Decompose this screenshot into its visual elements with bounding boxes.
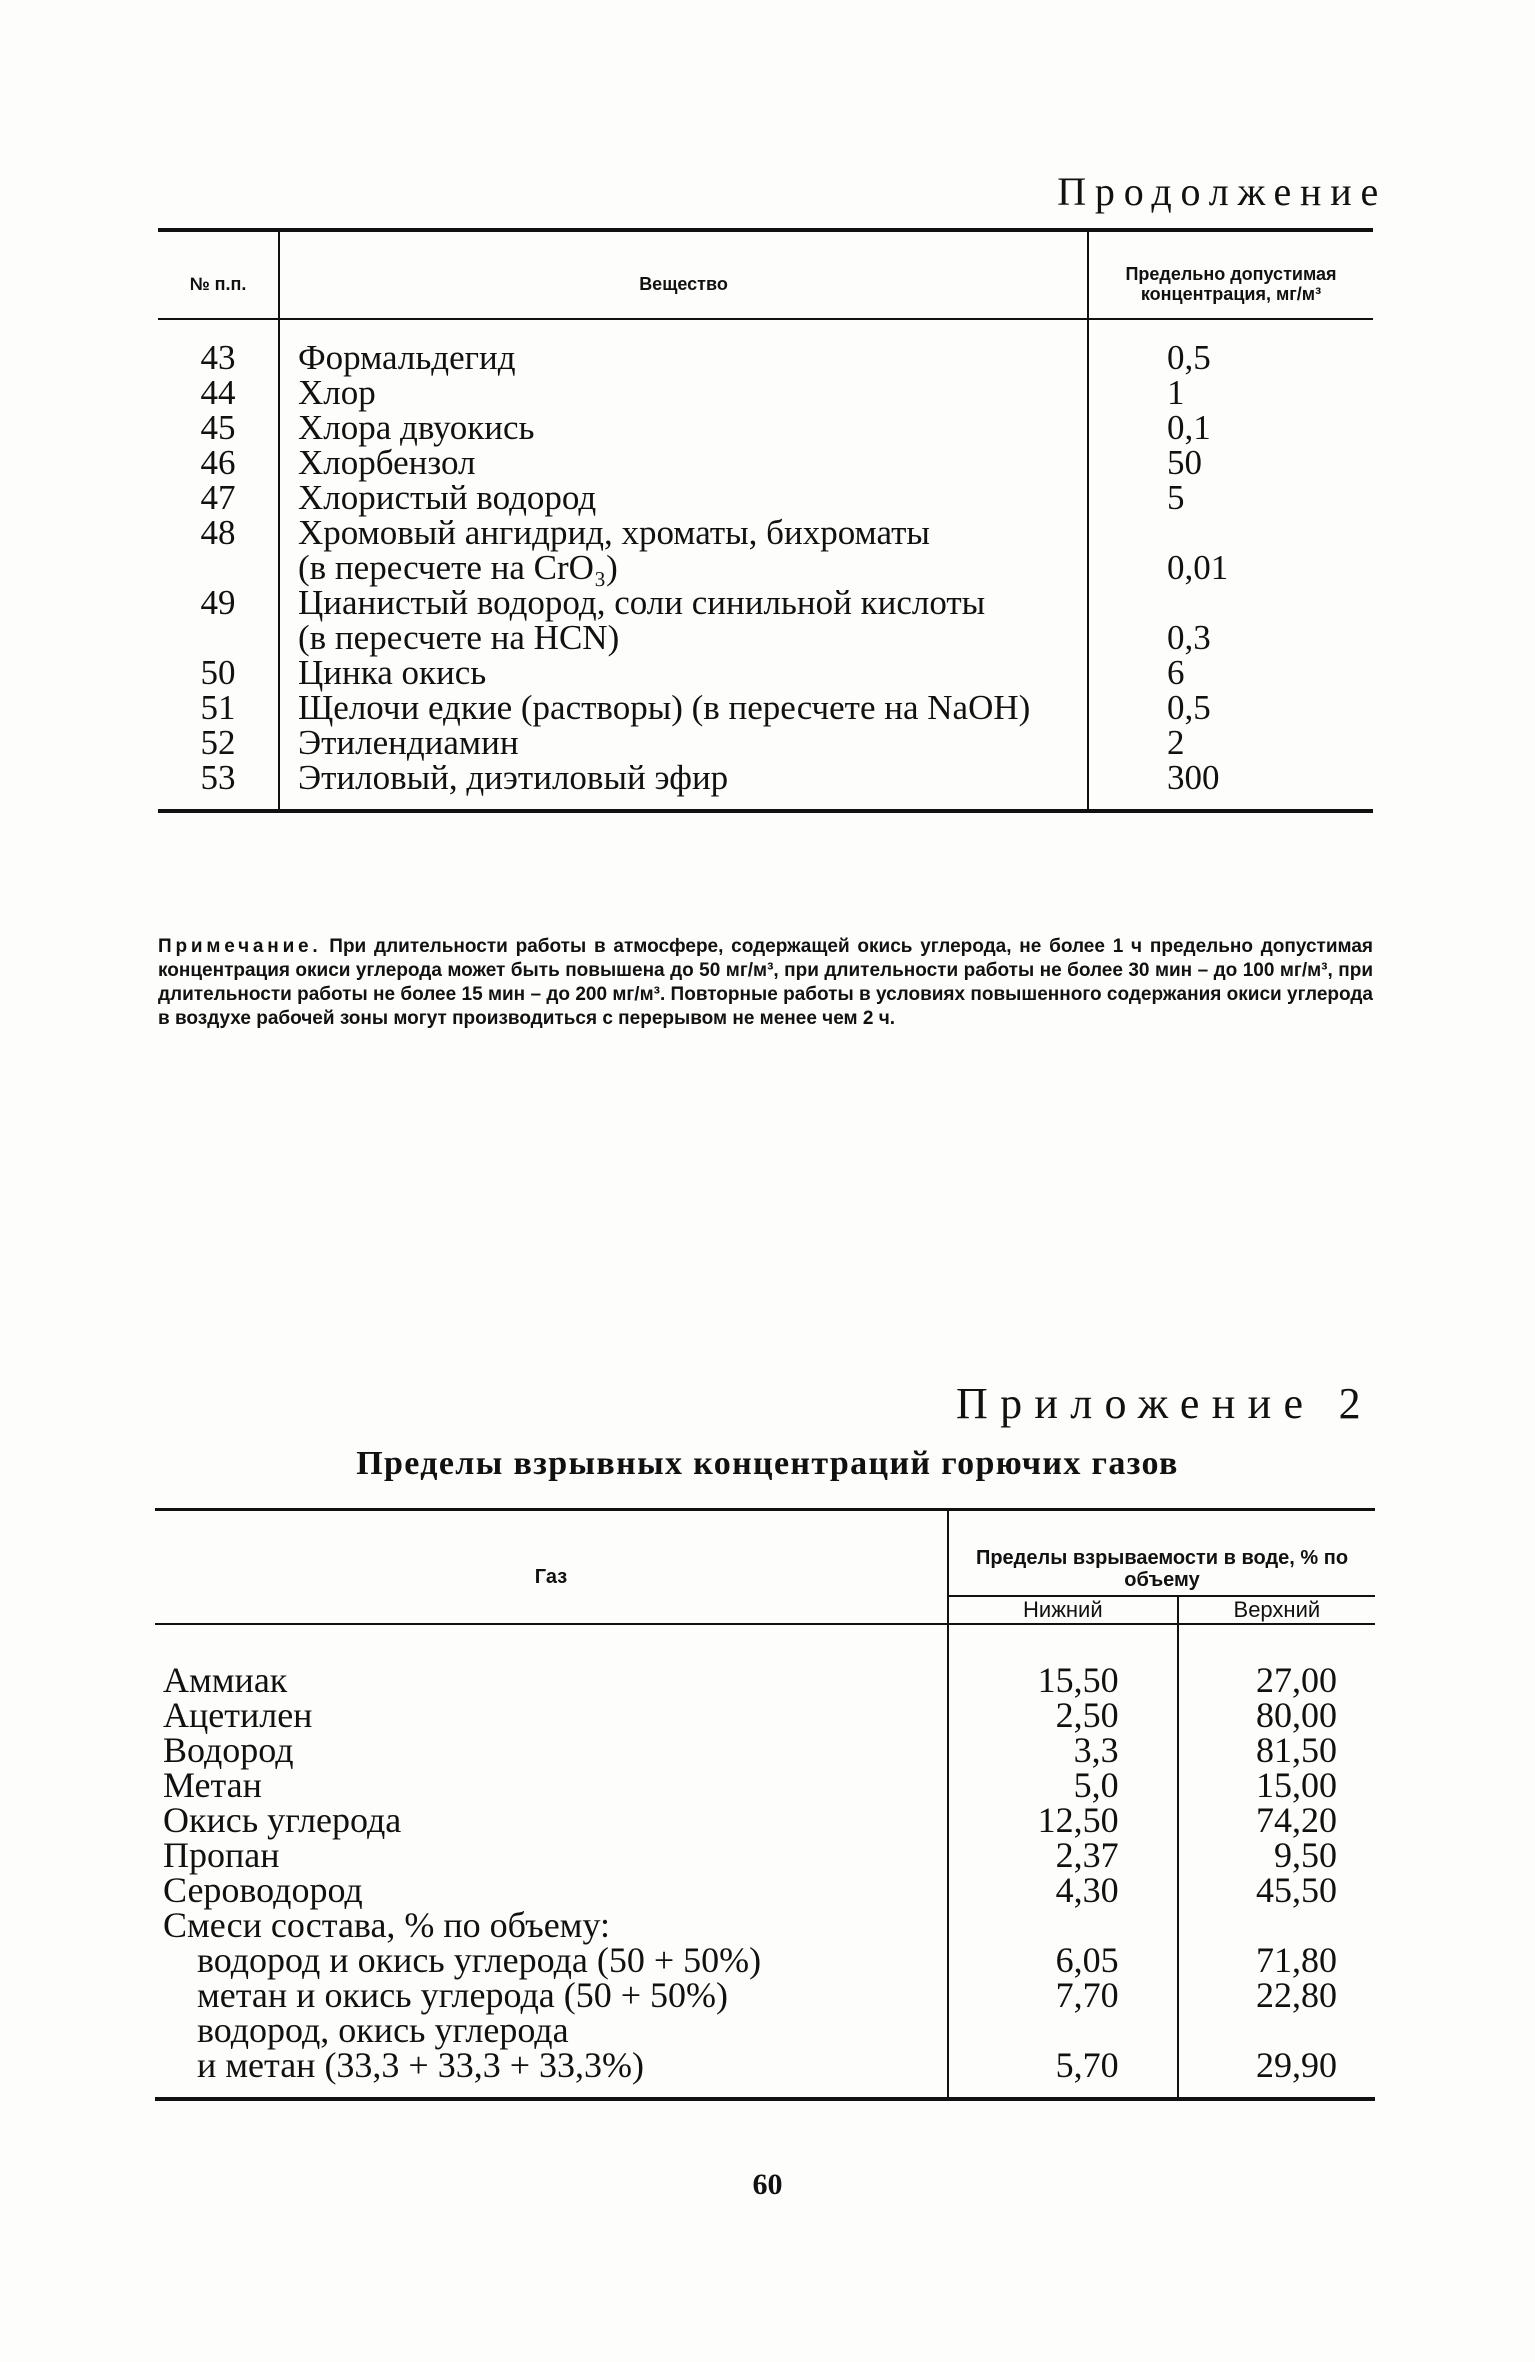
table-row — [155, 1943, 1375, 1978]
gas-name: Водород — [163, 1730, 294, 1770]
gas-name: Сероводород — [163, 1870, 363, 1910]
row-number: 51 — [200, 688, 236, 727]
lower-limit: 5,0 — [948, 1768, 1178, 1803]
table-row — [155, 1838, 1375, 1873]
limit-value: 0,1 — [1167, 408, 1211, 447]
upper-limit: 15,00 — [1178, 1768, 1375, 1803]
column-header-lower: Нижний — [948, 1596, 1178, 1624]
gas-name: и метан (33,3 + 33,3 + 33,3%) — [155, 2048, 948, 2099]
limit-value: 0,01 — [1167, 548, 1229, 587]
table-row — [158, 690, 1373, 725]
row-number: 44 — [200, 373, 236, 412]
upper-limit: 22,80 — [1178, 1978, 1375, 2013]
explosive-limits-table — [155, 1508, 1375, 2101]
limit-value: 50 — [1167, 443, 1202, 482]
row-number — [158, 620, 279, 655]
lower-limit: 15,50 — [948, 1624, 1178, 1698]
row-number: 45 — [200, 408, 236, 447]
table-row — [158, 760, 1373, 811]
substance-name: (в пересчете на HCN) — [279, 620, 1088, 655]
row-number: 52 — [200, 723, 236, 762]
page-number: 60 — [752, 2168, 783, 2201]
table-note — [158, 935, 1373, 1031]
column-header-upper: Верхний — [1178, 1596, 1375, 1624]
table-row — [155, 1803, 1375, 1838]
gas-name: Аммиак — [163, 1660, 288, 1700]
note-text: При длительности работы в атмосфере, содержащей окись углерода, не более 1 ч предельно допустимая концентрация окиси углерода может быть повышена до 50 мг/м³, при длительности работы не более 30 мин – до 100 мг/м³, при длительности работы не более 15 мин – до 200 мг/м³. Повторные работы в условиях повышенного содержания окиси углерода в воздухе рабочей зоны могут производиться с перерывом не менее чем 2 ч. — [158, 936, 1373, 1029]
lower-limit: 4,30 — [948, 1873, 1178, 1908]
gas-name: Ацетилен — [163, 1695, 313, 1735]
upper-limit: 81,50 — [1178, 1733, 1375, 1768]
appendix-heading: Приложение 2 — [956, 1379, 1373, 1428]
note-label: Примечание. — [158, 936, 322, 957]
upper-limit: 80,00 — [1178, 1698, 1375, 1733]
row-number: 43 — [200, 338, 236, 377]
column-header-substance: Вещество — [279, 230, 1088, 319]
upper-limit: 71,80 — [1178, 1943, 1375, 1978]
table-row — [158, 585, 1373, 620]
lower-limit — [948, 1908, 1178, 1943]
substance-name: Этиловый, диэтиловый эфир — [279, 760, 1088, 811]
table-row — [155, 1698, 1375, 1733]
table-row — [158, 375, 1373, 410]
row-number: 53 — [158, 760, 279, 811]
table-row — [155, 1733, 1375, 1768]
table-row — [158, 410, 1373, 445]
upper-limit — [1178, 1908, 1375, 1943]
limit-value: 0,3 — [1167, 618, 1211, 657]
lower-limit: 3,3 — [948, 1733, 1178, 1768]
table-row — [155, 1768, 1375, 1803]
gas-name: Метан — [163, 1765, 262, 1805]
lower-limit: 2,37 — [948, 1838, 1178, 1873]
limit-value — [1088, 585, 1373, 620]
column-header-gas: Газ — [155, 1510, 948, 1625]
row-number: 47 — [200, 478, 236, 517]
substance-name: Цианистый водород, соли синильной кислоты — [279, 585, 1088, 620]
upper-limit — [1178, 2013, 1375, 2048]
upper-limit: 45,50 — [1178, 1873, 1375, 1908]
exposure-limits-table — [158, 228, 1373, 813]
limit-value: 1 — [1167, 373, 1185, 412]
table-row — [155, 1873, 1375, 1908]
gas-name: метан и окись углерода (50 + 50%) — [197, 1975, 728, 2015]
substance-name: Формальдегид — [279, 319, 1088, 375]
gas-name: Смеси состава, % по объему: — [163, 1905, 610, 1945]
row-number: 50 — [200, 653, 236, 692]
substance-name: Этилендиамин — [279, 725, 1088, 760]
lower-limit: 6,05 — [948, 1943, 1178, 1978]
lower-limit — [948, 2013, 1178, 2048]
table-header-row — [158, 230, 1373, 319]
lower-limit: 7,70 — [948, 1978, 1178, 2013]
substance-name: Хромовый ангидрид, хроматы, бихроматы — [279, 515, 1088, 550]
table-header-row — [155, 1510, 1375, 1597]
gas-name: водород и окись углерода (50 + 50%) — [197, 1940, 762, 1980]
table-row — [158, 319, 1373, 375]
table-row — [158, 480, 1373, 515]
limit-value: 0,5 — [1167, 688, 1211, 727]
upper-limit: 29,90 — [1178, 2048, 1375, 2099]
gas-name: водород, окись углерода — [197, 2010, 569, 2050]
limit-value: 300 — [1088, 760, 1373, 811]
table-title: Пределы взрывных концентраций горючих газов — [356, 1445, 1179, 1482]
table-row — [155, 1624, 1375, 1698]
row-number: 46 — [200, 443, 236, 482]
substance-name: Хлористый водород — [279, 480, 1088, 515]
table-row — [158, 655, 1373, 690]
substance-name: Цинка окись — [279, 655, 1088, 690]
table-row — [158, 725, 1373, 760]
limit-value: 5 — [1167, 478, 1185, 517]
table-row — [155, 1908, 1375, 1943]
explosive-limits-body — [155, 1624, 1375, 2099]
row-number: 48 — [200, 513, 236, 552]
upper-limit: 27,00 — [1178, 1624, 1375, 1698]
table-row — [158, 515, 1373, 550]
lower-limit: 2,50 — [948, 1698, 1178, 1733]
row-number: 49 — [200, 583, 236, 622]
column-header-limits: Пределы взрываемости в воде, % по объему — [948, 1510, 1375, 1597]
table-row — [155, 1978, 1375, 2013]
table-row — [158, 445, 1373, 480]
limit-value: 6 — [1167, 653, 1185, 692]
continuation-heading: Продолжение — [1057, 169, 1387, 214]
substance-name: (в пересчете на CrO₃) — [279, 550, 1088, 585]
substance-name: Щелочи едкие (растворы) (в пересчете на NaOH) — [279, 690, 1088, 725]
table-row — [158, 550, 1373, 585]
exposure-limits-body — [158, 319, 1373, 811]
table-row — [158, 620, 1373, 655]
table-row — [155, 2013, 1375, 2048]
row-number — [158, 550, 279, 585]
column-header-num: № п.п. — [158, 230, 279, 319]
gas-name: Пропан — [163, 1835, 280, 1875]
upper-limit: 9,50 — [1178, 1838, 1375, 1873]
substance-name: Хлор — [279, 375, 1088, 410]
lower-limit: 5,70 — [948, 2048, 1178, 2099]
table-row — [155, 2048, 1375, 2099]
limit-value: 0,5 — [1167, 338, 1211, 377]
limit-value — [1088, 515, 1373, 550]
substance-name: Хлорбензол — [279, 445, 1088, 480]
substance-name: Хлора двуокись — [279, 410, 1088, 445]
column-header-limit: Предельно допустимая концентрация, мг/м³ — [1088, 230, 1373, 319]
lower-limit: 12,50 — [948, 1803, 1178, 1838]
upper-limit: 74,20 — [1178, 1803, 1375, 1838]
gas-name: Окись углерода — [163, 1800, 402, 1840]
limit-value: 2 — [1167, 723, 1185, 762]
